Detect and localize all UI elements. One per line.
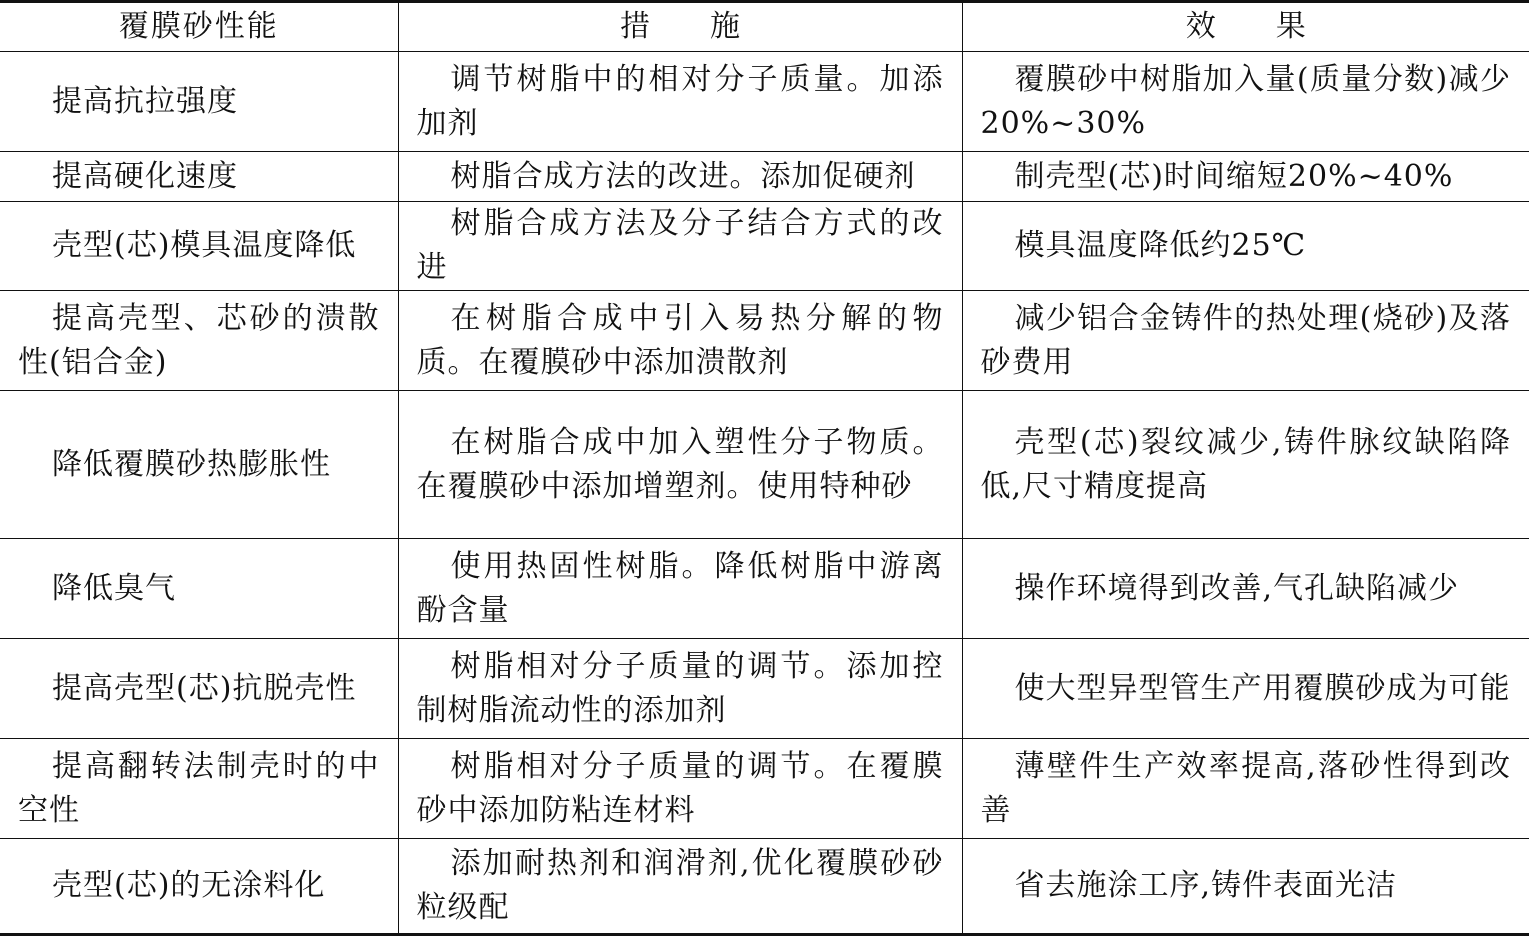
cell-measures: 在树脂合成中加入塑性分子物质。在覆膜砂中添加增塑剂。使用特种砂 <box>398 391 962 539</box>
table-row <box>0 202 1529 291</box>
cell-effect: 使大型异型管生产用覆膜砂成为可能 <box>962 639 1529 739</box>
table-row <box>0 739 1529 839</box>
table-row <box>0 152 1529 202</box>
cell-measures: 在树脂合成中引入易热分解的物质。在覆膜砂中添加溃散剂 <box>398 291 962 391</box>
table-header-row <box>0 2 1529 52</box>
cell-measures: 调节树脂中的相对分子质量。加添加剂 <box>398 52 962 152</box>
cell-property: 提高翻转法制壳时的中空性 <box>0 739 398 839</box>
cell-property: 降低臭气 <box>0 539 398 639</box>
cell-property: 提高抗拉强度 <box>0 52 398 152</box>
cell-property: 壳型(芯)模具温度降低 <box>0 202 398 291</box>
cell-effect: 操作环境得到改善,气孔缺陷减少 <box>962 539 1529 639</box>
cell-property: 提高壳型、芯砂的溃散性(铝合金) <box>0 291 398 391</box>
table-row <box>0 839 1529 935</box>
cell-effect: 壳型(芯)裂纹减少,铸件脉纹缺陷降低,尺寸精度提高 <box>962 391 1529 539</box>
cell-effect: 减少铝合金铸件的热处理(烧砂)及落砂费用 <box>962 291 1529 391</box>
table-row <box>0 52 1529 152</box>
header-measures: 措施 <box>398 2 962 52</box>
header-effect: 效果 <box>962 2 1529 52</box>
table-row <box>0 291 1529 391</box>
cell-property: 提高硬化速度 <box>0 152 398 202</box>
cell-property: 降低覆膜砂热膨胀性 <box>0 391 398 539</box>
cell-effect: 省去施涂工序,铸件表面光洁 <box>962 839 1529 935</box>
cell-measures: 使用热固性树脂。降低树脂中游离酚含量 <box>398 539 962 639</box>
cell-measures: 树脂相对分子质量的调节。添加控制树脂流动性的添加剂 <box>398 639 962 739</box>
cell-measures: 树脂合成方法及分子结合方式的改进 <box>398 202 962 291</box>
table-row <box>0 639 1529 739</box>
cell-property: 壳型(芯)的无涂料化 <box>0 839 398 935</box>
table-row <box>0 539 1529 639</box>
cell-effect: 覆膜砂中树脂加入量(质量分数)减少20%~30% <box>962 52 1529 152</box>
cell-property: 提高壳型(芯)抗脱壳性 <box>0 639 398 739</box>
cell-measures: 树脂合成方法的改进。添加促硬剂 <box>398 152 962 202</box>
table-row <box>0 391 1529 539</box>
cell-measures: 树脂相对分子质量的调节。在覆膜砂中添加防粘连材料 <box>398 739 962 839</box>
cell-measures: 添加耐热剂和润滑剂,优化覆膜砂砂粒级配 <box>398 839 962 935</box>
header-property: 覆膜砂性能 <box>0 2 398 52</box>
cell-effect: 制壳型(芯)时间缩短20%~40% <box>962 152 1529 202</box>
cell-effect: 薄壁件生产效率提高,落砂性得到改善 <box>962 739 1529 839</box>
cell-effect: 模具温度降低约25℃ <box>962 202 1529 291</box>
